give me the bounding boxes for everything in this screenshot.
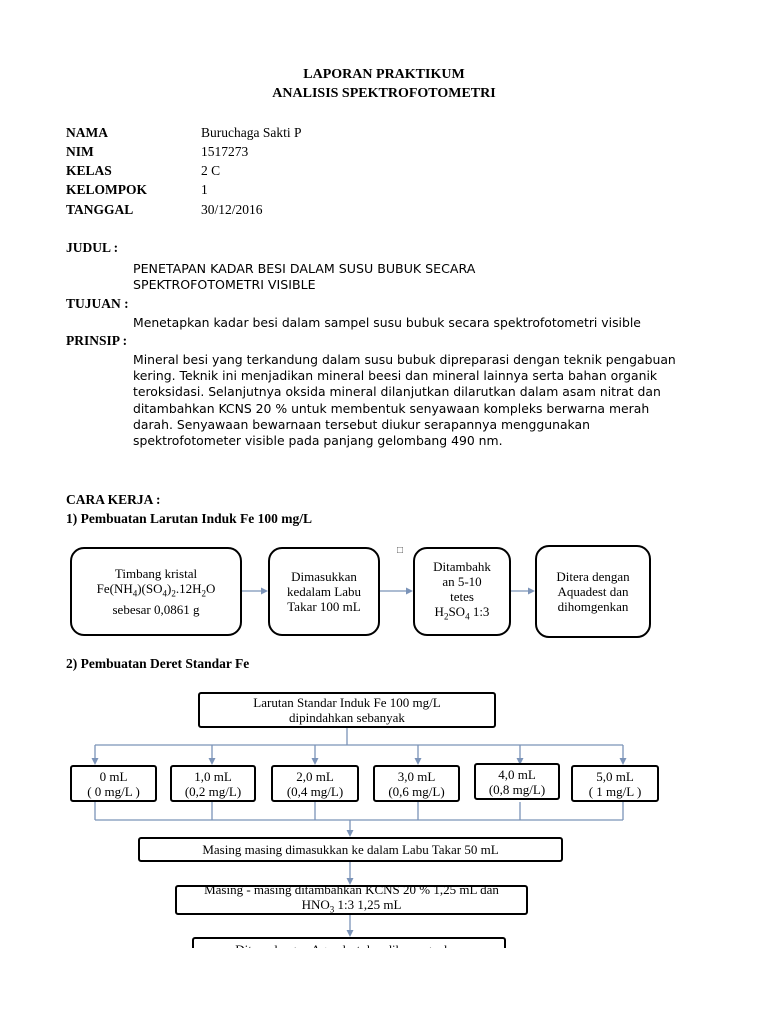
prinsip-line: spektrofotometer visible pada panjang gelombang 490 nm. bbox=[133, 433, 503, 449]
value-kelompok: 1 bbox=[201, 182, 208, 197]
flow1-arrowhead-2 bbox=[406, 588, 413, 595]
standard-concentration: (0,6 mg/L) bbox=[388, 783, 445, 799]
flow2-top-line1: Larutan Standar Induk Fe 100 mg/L bbox=[253, 695, 441, 710]
label-tanggal: TANGGAL bbox=[66, 202, 134, 217]
prinsip-line: ditambahkan KCNS 20 % untuk membentuk senyawaan kompleks berwarna merah bbox=[133, 400, 650, 416]
standard-concentration: ( 1 mg/L ) bbox=[588, 783, 642, 799]
flow2-step2-line2: $HNO_3$ 1:3 1,25 mL bbox=[301, 897, 402, 915]
flow1-box1-line1: Timbang kristal bbox=[114, 566, 198, 582]
value-nim: 1517273 bbox=[201, 144, 249, 159]
judul-line-1: PENETAPAN KADAR BESI DALAM SUSU BUBUK SECARA bbox=[133, 261, 476, 276]
standard-volume: 5,0 mL bbox=[596, 768, 634, 784]
judul-heading: JUDUL : bbox=[66, 240, 119, 255]
flow1-box2-line3: Takar 100 mL bbox=[287, 599, 361, 614]
flow1-box1-formula: $Fe(NH_4)(SO_4)_2.12H_2O$ bbox=[96, 581, 216, 599]
standard-concentration: (0,4 mg/L) bbox=[286, 783, 344, 799]
flow1-box4-line2: Aquadest dan bbox=[557, 584, 629, 599]
flow2-standard-box-3 bbox=[271, 765, 359, 802]
flow1-box3-line2: an 5-10 bbox=[442, 573, 482, 589]
flow1-marker: □ bbox=[397, 545, 404, 556]
label-nama: NAMA bbox=[66, 125, 108, 140]
prinsip-line: Mineral besi yang terkandung dalam susu bubuk dipreparasi dengan teknik pengabuan bbox=[133, 352, 676, 367]
standard-volume: 3,0 mL bbox=[397, 768, 436, 784]
flow1-box3-formula: $H_2SO_4$ 1:3 bbox=[434, 603, 490, 622]
flow1-box-add-acid bbox=[413, 547, 511, 636]
flow2-standard-box-2 bbox=[170, 765, 256, 802]
flow2-step-volumetric-flask bbox=[138, 837, 563, 862]
flow2-standard-box-6 bbox=[571, 765, 659, 802]
prinsip-line: kering. Teknik ini menjadikan mineral beesi dan mineral lainnya serta bahan organik bbox=[133, 368, 658, 384]
flow2-branch-arrowhead-3 bbox=[312, 758, 319, 765]
flow2-standard-box-1 bbox=[70, 765, 157, 802]
flow1-box2-line1: Dimasukkan bbox=[291, 569, 357, 584]
standard-volume: 1,0 mL bbox=[194, 768, 232, 784]
report-title: LAPORAN PRAKTIKUM bbox=[303, 67, 465, 82]
flow1-box-dilute bbox=[535, 545, 651, 638]
standard-volume: 0 mL bbox=[99, 768, 128, 784]
value-tanggal: 30/12/2016 bbox=[201, 202, 263, 217]
page-cutoff bbox=[0, 948, 768, 1024]
flow2-branch-arrowhead-6 bbox=[620, 758, 627, 765]
flow1-box4-line1: Ditera dengan bbox=[556, 569, 630, 584]
flow2-merge-arrowhead bbox=[347, 830, 354, 837]
flow1-box3-line3: tetes bbox=[450, 588, 474, 604]
report-subtitle: ANALISIS SPEKTROFOTOMETRI bbox=[272, 86, 496, 101]
flow1-box1-line3: sebesar 0,0861 g bbox=[112, 601, 200, 617]
flow2-top-line2: dipindahkan sebanyak bbox=[289, 710, 405, 725]
standard-volume: 4,0 mL bbox=[498, 766, 536, 782]
flow1-box-weigh bbox=[70, 547, 242, 636]
standard-concentration: (0,8 mg/L) bbox=[488, 781, 546, 797]
prinsip-line: darah. Senyawaan bewarnaan tersebut diukur serapannya menggunakan bbox=[133, 416, 590, 432]
value-kelas: 2 C bbox=[201, 163, 221, 178]
value-nama: Buruchaga Sakti P bbox=[201, 125, 302, 140]
flow2-step1-text: Masing masing dimasukkan ke dalam Labu Takar 50 mL bbox=[202, 842, 499, 857]
standard-volume: 2,0 mL bbox=[296, 768, 334, 784]
flow1-arrowhead-1 bbox=[261, 588, 268, 595]
flow1-box4-line3: dihomgenkan bbox=[557, 599, 629, 614]
flow2-standard-box-4 bbox=[373, 765, 460, 802]
flow2-branch-arrowhead-2 bbox=[209, 758, 216, 765]
standard-concentration: (0,2 mg/L) bbox=[184, 783, 242, 799]
tujuan-text: Menetapkan kadar besi dalam sampel susu bubuk secara spektrofotometri visible bbox=[133, 315, 641, 330]
label-nim: NIM bbox=[66, 144, 94, 159]
flow2-step2-line1: Masing - masing ditambahkan KCNS 20 % 1,25 mL dan bbox=[204, 882, 499, 898]
flow1-box2-line2: kedalam Labu bbox=[287, 584, 361, 599]
flow1-box-transfer bbox=[268, 547, 380, 636]
judul-line-2: SPEKTROFOTOMETRI VISIBLE bbox=[133, 277, 316, 292]
flow2-step-arrowhead-2 bbox=[347, 930, 354, 937]
prinsip-heading: PRINSIP : bbox=[66, 333, 128, 348]
flow2-stock-solution-box bbox=[198, 692, 496, 728]
section-2-heading: 2) Pembuatan Deret Standar Fe bbox=[66, 656, 250, 671]
flow2-step-add-reagents bbox=[175, 882, 528, 915]
flow2-branch-arrowhead-4 bbox=[415, 758, 422, 765]
tujuan-heading: TUJUAN : bbox=[66, 296, 129, 311]
section-1-heading: 1) Pembuatan Larutan Induk Fe 100 mg/L bbox=[66, 511, 313, 526]
label-kelas: KELAS bbox=[66, 163, 112, 178]
label-kelompok: KELOMPOK bbox=[66, 182, 147, 197]
cara-kerja-heading: CARA KERJA : bbox=[66, 492, 161, 507]
standard-concentration: ( 0 mg/L ) bbox=[87, 783, 140, 799]
flow2-standard-box-5 bbox=[474, 763, 560, 800]
flow1-box3-line1: Ditambahk bbox=[433, 558, 491, 574]
prinsip-line: teroksidasi. Selanjutnya oksida mineral dilanjutkan dilarutkan dalam asam nitrat dan bbox=[133, 384, 661, 400]
flow1-arrowhead-3 bbox=[528, 588, 535, 595]
flow2-branch-arrowhead-1 bbox=[92, 758, 99, 765]
